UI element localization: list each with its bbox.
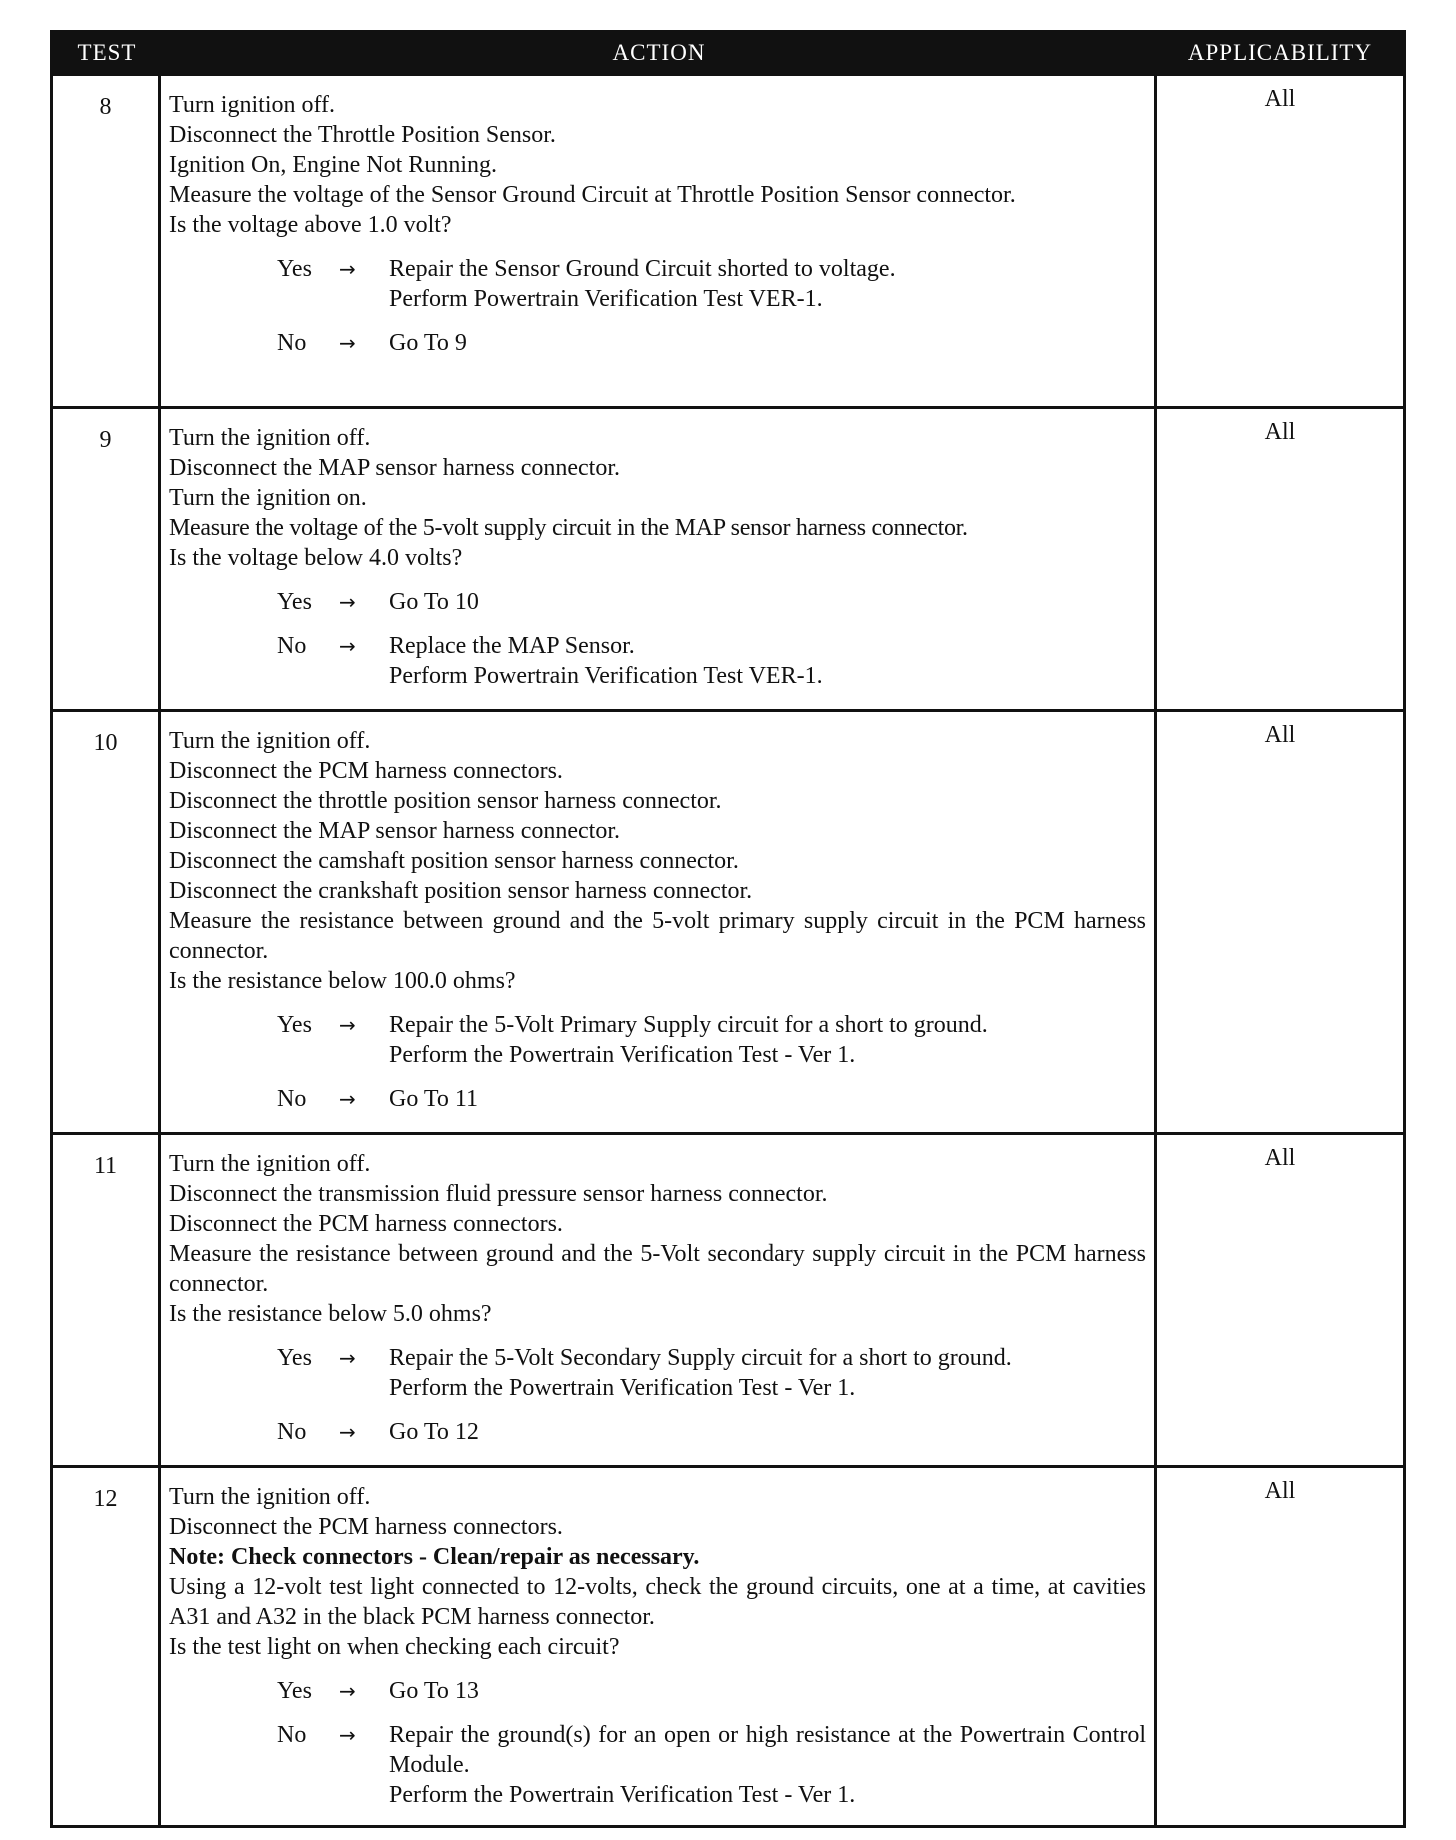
outcome-no <box>169 1417 1146 1447</box>
answer-label: Yes <box>277 1678 312 1704</box>
result-line: Perform Powertrain Verification Test VER-1. <box>389 663 823 689</box>
arrow-icon: → <box>339 590 356 614</box>
outcome-result <box>389 254 1146 314</box>
step-line: Turn ignition off. <box>169 92 336 118</box>
result-line: Perform the Powertrain Verification Test - Ver 1. <box>389 1375 856 1401</box>
result-line: Go To 12 <box>389 1419 479 1445</box>
header-applicability: APPLICABILITY <box>1187 40 1373 65</box>
outcome-result <box>389 1084 1146 1114</box>
test-action <box>161 76 1157 406</box>
answer-label: No <box>277 633 307 659</box>
step-line: Measure the resistance between ground and the 5-Volt secondary supply circuit in the PCM harness connector. <box>169 1241 1146 1297</box>
step-line: Turn the ignition off. <box>169 1484 371 1510</box>
test-action <box>161 712 1157 1132</box>
result-line: Go To 13 <box>389 1678 479 1704</box>
result-line: Perform the Powertrain Verification Test - Ver 1. <box>389 1782 856 1808</box>
arrow-icon: → <box>339 257 356 281</box>
step-line: Ignition On, Engine Not Running. <box>169 152 497 178</box>
answer-label: No <box>277 1419 307 1445</box>
step-line: Disconnect the PCM harness connectors. <box>169 1211 563 1237</box>
header-action: ACTION <box>612 40 706 65</box>
outcome-no <box>169 328 1146 358</box>
outcome-result <box>389 1720 1146 1810</box>
step-line: Disconnect the crankshaft position sensor harness connector. <box>169 878 753 904</box>
test-action <box>161 409 1157 709</box>
result-line: Repair the 5-Volt Secondary Supply circuit for a short to ground. <box>389 1345 1012 1371</box>
result-line: Repair the ground(s) for an open or high resistance at the Powertrain Control Module. <box>389 1722 1146 1778</box>
header-test: TEST <box>77 40 137 65</box>
arrow-icon: → <box>339 1420 356 1444</box>
arrow-icon: → <box>339 1087 356 1111</box>
test-row-8 <box>53 73 1403 406</box>
step-line: Measure the resistance between ground and the 5-volt primary supply circuit in the PCM harness connector. <box>169 908 1146 964</box>
result-line: Perform Powertrain Verification Test VER-1. <box>389 286 823 312</box>
step-line: Turn the ignition on. <box>169 485 367 511</box>
outcome-result <box>389 631 1146 691</box>
arrow-icon: → <box>339 634 356 658</box>
test-applicability: All <box>1264 1478 1296 1504</box>
outcome-yes <box>169 587 1146 617</box>
test-applicability: All <box>1264 86 1296 112</box>
arrow-icon: → <box>339 1723 356 1747</box>
result-line: Repair the 5-Volt Primary Supply circuit for a short to ground. <box>389 1012 988 1038</box>
step-line: Is the resistance below 100.0 ohms? <box>169 968 516 994</box>
step-line: Turn the ignition off. <box>169 1151 371 1177</box>
test-number: 11 <box>53 1135 161 1465</box>
test-number: 8 <box>53 76 161 406</box>
test-action <box>161 1468 1157 1825</box>
step-line: Disconnect the PCM harness connectors. <box>169 758 563 784</box>
answer-label: No <box>277 330 307 356</box>
outcome-yes <box>169 1010 1146 1070</box>
answer-label: Yes <box>277 1012 312 1038</box>
outcome-result <box>389 1417 1146 1447</box>
outcome-result <box>389 1343 1146 1403</box>
note-line: Note: Check connectors - Clean/repair as necessary. <box>169 1544 700 1570</box>
outcome-result <box>389 1010 1146 1070</box>
outcome-result <box>389 587 1146 617</box>
test-row-10 <box>53 709 1403 1132</box>
test-row-12 <box>53 1465 1403 1825</box>
test-number: 12 <box>53 1468 161 1825</box>
result-line: Go To 9 <box>389 330 467 356</box>
answer-label: No <box>277 1722 307 1748</box>
arrow-icon: → <box>339 1679 356 1703</box>
answer-label: Yes <box>277 1345 312 1371</box>
result-line: Replace the MAP Sensor. <box>389 633 635 659</box>
arrow-icon: → <box>339 1346 356 1370</box>
outcome-no <box>169 1084 1146 1114</box>
step-line: Using a 12-volt test light connected to 12-volts, check the ground circuits, one at a time, at cavities A31 and A32 in the black PCM harness connector. <box>169 1574 1146 1630</box>
answer-label: No <box>277 1086 307 1112</box>
test-number: 10 <box>53 712 161 1132</box>
outcome-result <box>389 1676 1146 1706</box>
outcome-yes <box>169 1676 1146 1706</box>
step-line: Disconnect the camshaft position sensor harness connector. <box>169 848 739 874</box>
step-line: Disconnect the PCM harness connectors. <box>169 1514 563 1540</box>
answer-label: Yes <box>277 589 312 615</box>
step-line: Measure the voltage of the 5-volt supply circuit in the MAP sensor harness connector. <box>169 515 968 541</box>
table-header <box>53 33 1403 73</box>
result-line: Go To 11 <box>389 1086 478 1112</box>
step-line: Disconnect the Throttle Position Sensor. <box>169 122 556 148</box>
outcome-yes <box>169 254 1146 314</box>
outcome-no <box>169 631 1146 691</box>
answer-label: Yes <box>277 256 312 282</box>
outcome-result <box>389 328 1146 358</box>
test-applicability: All <box>1264 722 1296 748</box>
arrow-icon: → <box>339 1013 356 1037</box>
test-applicability: All <box>1264 1145 1296 1171</box>
step-line: Measure the voltage of the Sensor Ground Circuit at Throttle Position Sensor connector. <box>169 182 1016 208</box>
step-line: Is the voltage below 4.0 volts? <box>169 545 463 571</box>
step-line: Disconnect the MAP sensor harness connector. <box>169 455 621 481</box>
test-row-9 <box>53 406 1403 709</box>
result-line: Go To 10 <box>389 589 479 615</box>
test-number: 9 <box>53 409 161 709</box>
step-line: Is the resistance below 5.0 ohms? <box>169 1301 492 1327</box>
outcome-yes <box>169 1343 1146 1403</box>
result-line: Repair the Sensor Ground Circuit shorted to voltage. <box>389 256 896 282</box>
result-line: Perform the Powertrain Verification Test - Ver 1. <box>389 1042 856 1068</box>
step-line: Disconnect the throttle position sensor harness connector. <box>169 788 722 814</box>
step-line: Is the voltage above 1.0 volt? <box>169 212 452 238</box>
diagnostic-test-table <box>50 30 1406 1828</box>
step-line: Disconnect the transmission fluid pressure sensor harness connector. <box>169 1181 828 1207</box>
step-line: Turn the ignition off. <box>169 425 371 451</box>
arrow-icon: → <box>339 331 356 355</box>
step-line: Turn the ignition off. <box>169 728 371 754</box>
test-row-11 <box>53 1132 1403 1465</box>
test-applicability: All <box>1264 419 1296 445</box>
test-action <box>161 1135 1157 1465</box>
outcome-no <box>169 1720 1146 1810</box>
step-line: Is the test light on when checking each circuit? <box>169 1634 620 1660</box>
step-line: Disconnect the MAP sensor harness connector. <box>169 818 621 844</box>
